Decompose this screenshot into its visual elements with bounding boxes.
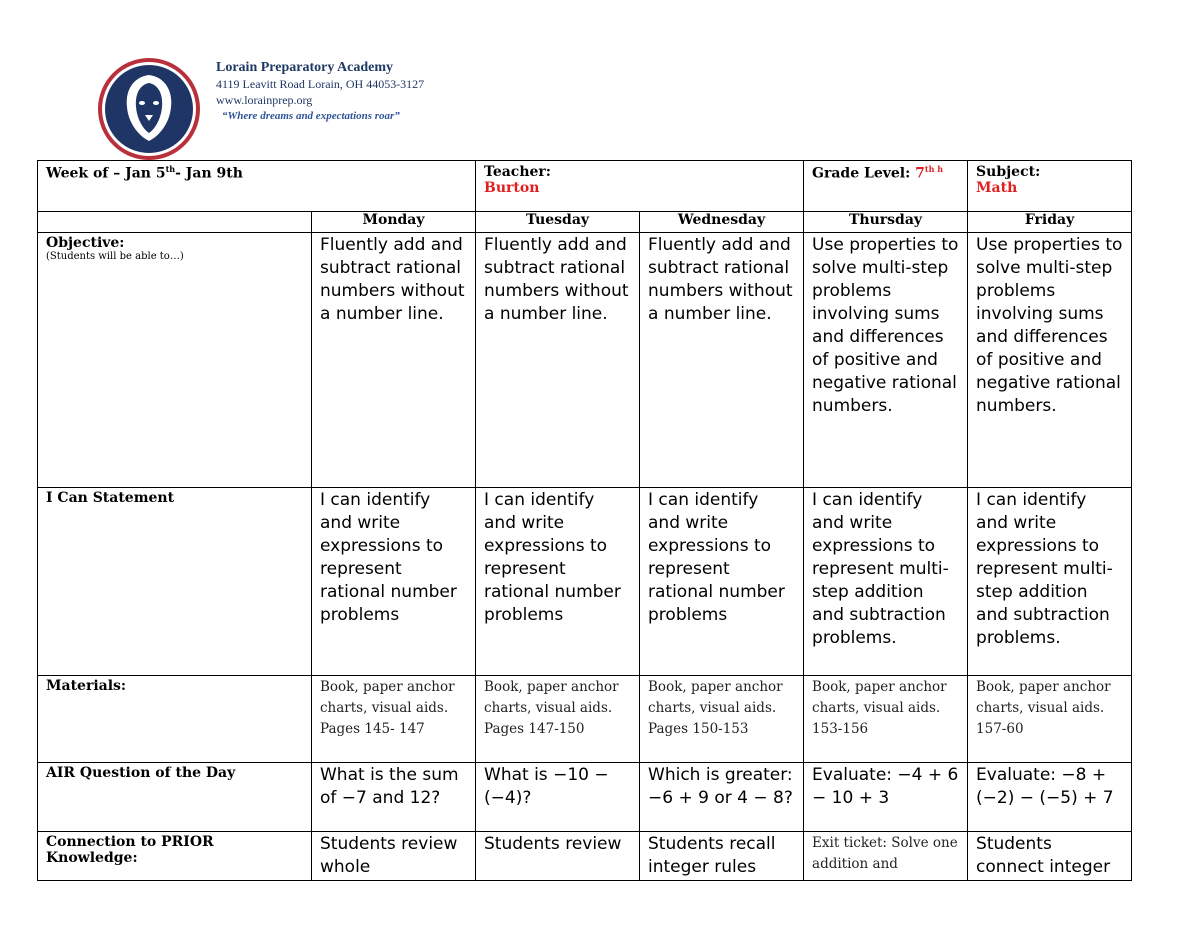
school-website[interactable]: www.lorainprep.org (216, 93, 313, 107)
ican-tuesday: I can identify and write expressions to represent rational number problems (476, 488, 640, 676)
objective-sublabel: (Students will be able to…) (46, 251, 184, 262)
subject-label: Subject: (976, 164, 1041, 180)
teacher-name: Burton (484, 180, 540, 196)
ican-wednesday: I can identify and write expressions to represent rational number problems (640, 488, 804, 676)
days-row (38, 212, 1132, 233)
teacher-label: Teacher: (484, 164, 551, 180)
school-motto: “Where dreams and expectations roar” (222, 110, 400, 122)
materials-monday: Book, paper anchor charts, visual aids. Pages 145- 147 (312, 676, 476, 763)
day-thursday: Thursday (804, 212, 968, 233)
connection-label: Connection to PRIOR Knowledge: (38, 832, 312, 881)
materials-thursday: Book, paper anchor charts, visual aids. 153-156 (804, 676, 968, 763)
objective-label: Objective: (46, 235, 125, 251)
objective-friday: Use properties to solve multi-step problems involving sums and differences of positive and negative rational numbers. (968, 233, 1132, 488)
ican-monday: I can identify and write expressions to represent rational number problems (312, 488, 476, 676)
air-tuesday: What is −10 − (−4)? (476, 763, 640, 832)
air-friday: Evaluate: −8 + (−2) − (−5) + 7 (968, 763, 1132, 832)
ican-friday: I can identify and write expressions to represent multi-step addition and subtraction problems. (968, 488, 1132, 676)
materials-friday: Book, paper anchor charts, visual aids. 157-60 (968, 676, 1132, 763)
air-row (38, 763, 1132, 832)
teacher-cell (476, 161, 804, 212)
header-row (38, 161, 1132, 212)
objective-monday: Fluently add and subtract rational numbers without a number line. (312, 233, 476, 488)
connection-tuesday: Students review (476, 832, 640, 881)
ican-thursday: I can identify and write expressions to represent multi-step addition and subtraction problems. (804, 488, 968, 676)
connection-friday: Students connect integer (968, 832, 1132, 881)
school-name: Lorain Preparatory Academy (216, 60, 394, 75)
day-wednesday: Wednesday (640, 212, 804, 233)
blank-corner (38, 212, 312, 233)
day-tuesday: Tuesday (476, 212, 640, 233)
objective-row (38, 233, 1132, 488)
grade-value: 7 (915, 165, 925, 182)
connection-monday: Students review whole (312, 832, 476, 881)
ican-row (38, 488, 1132, 676)
lesson-plan-table (37, 160, 1132, 881)
air-wednesday: Which is greater: −6 + 9 or 4 − 8? (640, 763, 804, 832)
materials-label: Materials: (38, 676, 312, 763)
air-monday: What is the sum of −7 and 12? (312, 763, 476, 832)
air-thursday: Evaluate: −4 + 6 − 10 + 3 (804, 763, 968, 832)
connection-thursday: Exit ticket: Solve one addition and (804, 832, 968, 881)
ican-label: I Can Statement (38, 488, 312, 676)
objective-tuesday: Fluently add and subtract rational numbers without a number line. (476, 233, 640, 488)
day-friday: Friday (968, 212, 1132, 233)
connection-wednesday: Students recall integer rules (640, 832, 804, 881)
lion-logo (97, 57, 201, 161)
subject-cell (968, 161, 1132, 212)
grade-cell: Grade Level: $7^{th h}$ (804, 161, 968, 212)
materials-tuesday: Book, paper anchor charts, visual aids. Pages 147-150 (476, 676, 640, 763)
school-address: 4119 Leavitt Road Lorain, OH 44053-3127 (216, 77, 425, 91)
objective-wednesday: Fluently add and subtract rational numbers without a number line. (640, 233, 804, 488)
objective-label-cell (38, 233, 312, 488)
grade-label: Grade Level: (812, 165, 911, 182)
school-header (216, 60, 424, 124)
subject-value: Math (976, 180, 1018, 196)
air-label: AIR Question of the Day (38, 763, 312, 832)
materials-row (38, 676, 1132, 763)
connection-row (38, 832, 1132, 881)
materials-wednesday: Book, paper anchor charts, visual aids. Pages 150-153 (640, 676, 804, 763)
objective-thursday: Use properties to solve multi-step problems involving sums and differences of positive and negative rational numbers. (804, 233, 968, 488)
day-monday: Monday (312, 212, 476, 233)
week-cell: Week of – Jan 5th- Jan 9th (38, 161, 476, 212)
